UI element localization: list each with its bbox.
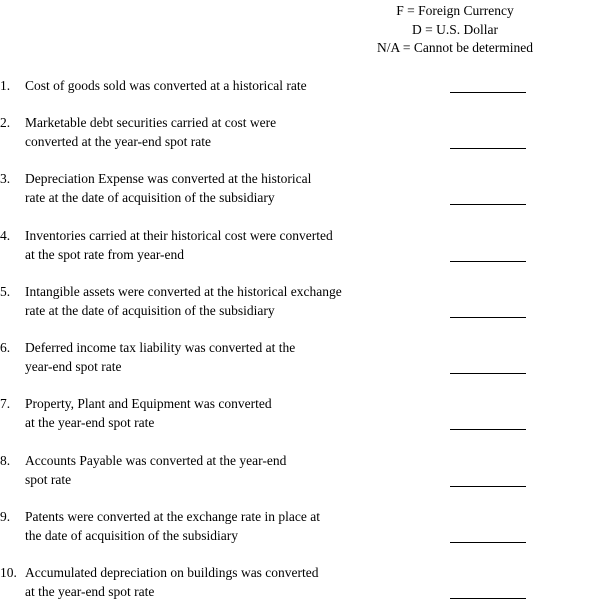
question-text xyxy=(25,451,425,489)
question-text-line: rate at the date of acquisition of the subsidiary xyxy=(25,190,275,205)
question-9 xyxy=(0,507,600,549)
question-text-line: at the year-end spot rate xyxy=(25,415,155,430)
question-text xyxy=(25,169,425,207)
question-1 xyxy=(0,76,600,118)
question-text-line: Depreciation Expense was converted at the historical xyxy=(25,171,312,186)
question-text xyxy=(25,282,425,320)
question-4 xyxy=(0,226,600,268)
question-text xyxy=(25,338,425,376)
legend-cannot-be-determined: N/A = Cannot be determined xyxy=(376,40,534,55)
question-text-line: Cost of goods sold was converted at a historical rate xyxy=(25,78,307,93)
answer-blank[interactable] xyxy=(450,542,526,543)
question-text-line: Property, Plant and Equipment was converted xyxy=(25,396,272,411)
question-number: 2. xyxy=(0,115,11,130)
answer-blank[interactable] xyxy=(450,148,526,149)
question-text xyxy=(25,563,425,601)
question-3 xyxy=(0,169,600,211)
answer-blank[interactable] xyxy=(450,92,526,93)
question-6 xyxy=(0,338,600,380)
question-number: 7. xyxy=(0,396,11,411)
answer-blank[interactable] xyxy=(450,429,526,430)
question-5 xyxy=(0,282,600,324)
question-8 xyxy=(0,451,600,493)
answer-blank[interactable] xyxy=(450,598,526,599)
legend-us-dollar: D = U.S. Dollar xyxy=(412,21,498,37)
answer-blank[interactable] xyxy=(450,204,526,205)
question-text-line: Inventories carried at their historical cost were converted xyxy=(25,228,333,243)
question-10 xyxy=(0,563,600,605)
question-text xyxy=(25,226,425,264)
answer-blank[interactable] xyxy=(450,486,526,487)
question-7 xyxy=(0,394,600,436)
question-text xyxy=(25,76,425,95)
question-text xyxy=(25,507,425,545)
question-text xyxy=(25,113,425,151)
question-text-line: Marketable debt securities carried at cost were xyxy=(25,115,277,130)
question-number: 5. xyxy=(0,284,11,299)
question-text-line: Deferred income tax liability was converted at the xyxy=(25,340,296,355)
question-number: 10. xyxy=(0,565,17,580)
question-text-line: the date of acquisition of the subsidiary xyxy=(25,528,238,543)
question-text-line: at the year-end spot rate xyxy=(25,584,155,599)
question-text-line: converted at the year-end spot rate xyxy=(25,134,212,149)
question-number: 6. xyxy=(0,340,11,355)
question-text-line: Intangible assets were converted at the historical exchange xyxy=(25,284,342,299)
question-number: 9. xyxy=(0,509,11,524)
question-text-line: at the spot rate from year-end xyxy=(25,247,185,262)
answer-blank[interactable] xyxy=(450,373,526,374)
question-text-line: Accumulated depreciation on buildings was converted xyxy=(25,565,319,580)
legend-foreign-currency: F = Foreign Currency xyxy=(396,3,514,18)
question-number: 8. xyxy=(0,453,11,468)
question-number: 3. xyxy=(0,171,11,186)
question-number: 1. xyxy=(0,78,11,93)
question-text-line: rate at the date of acquisition of the subsidiary xyxy=(25,303,275,318)
answer-blank[interactable] xyxy=(450,261,526,262)
question-number: 4. xyxy=(0,228,11,243)
question-text xyxy=(25,394,425,432)
question-text-line: Accounts Payable was converted at the year-end xyxy=(25,453,287,468)
question-text-line: year-end spot rate xyxy=(25,359,122,374)
answer-blank[interactable] xyxy=(450,317,526,318)
question-text-line: Patents were converted at the exchange rate in place at xyxy=(25,509,320,524)
question-2 xyxy=(0,113,600,155)
question-text-line: spot rate xyxy=(25,472,72,487)
